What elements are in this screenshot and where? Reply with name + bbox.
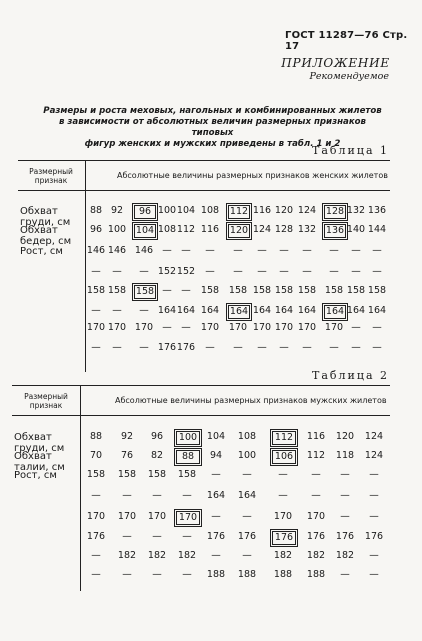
table-cell: 182	[273, 550, 293, 561]
table2-header-rule	[12, 415, 390, 416]
table-cell: 158	[367, 285, 387, 296]
table-cell: 152	[157, 266, 177, 277]
table-cell: —	[205, 342, 215, 353]
table-cell: 140	[346, 224, 366, 235]
table-cell: 158	[297, 285, 317, 296]
table-cell: —	[369, 569, 379, 580]
table-cell: 164	[274, 305, 294, 316]
table-cell: 88	[89, 431, 103, 442]
table-cell: 170	[324, 322, 344, 333]
table-cell: 158	[147, 469, 167, 480]
table-cell: 76	[120, 450, 134, 461]
table-cell: 94	[209, 450, 223, 461]
table-cell: —	[152, 490, 162, 501]
table-cell: 176	[206, 531, 226, 542]
table-cell: —	[340, 569, 350, 580]
table-cell: —	[139, 266, 149, 277]
table-cell: 158	[228, 285, 248, 296]
table-cell: 112	[176, 224, 196, 235]
row-label: Обхват груди, см	[14, 432, 65, 454]
table-cell: 170	[228, 322, 248, 333]
table-cell: 176	[237, 531, 257, 542]
table-cell: 128	[274, 224, 294, 235]
table-cell: —	[182, 490, 192, 501]
table1-caption: Таблица 1	[312, 144, 389, 157]
row-label: Рост, см	[20, 246, 63, 257]
table-cell: 164	[252, 305, 272, 316]
table-cell: —	[351, 342, 361, 353]
table-cell: 188	[306, 569, 326, 580]
table-cell: —	[302, 342, 312, 353]
table-cell: —	[329, 245, 339, 256]
row-label: Обхват талии, см	[14, 451, 65, 473]
table-cell: —	[372, 322, 382, 333]
table-cell: 100	[176, 431, 200, 445]
table-cell: 164	[367, 305, 387, 316]
table-cell: —	[340, 469, 350, 480]
table-cell: 182	[306, 550, 326, 561]
table-cell: 182	[117, 550, 137, 561]
table-cell: 170	[107, 322, 127, 333]
table1-col-header: Размерный признак	[29, 167, 73, 185]
table1-top-rule	[18, 160, 390, 161]
table-cell: 158	[107, 285, 127, 296]
table-cell: 158	[177, 469, 197, 480]
table-cell: —	[112, 266, 122, 277]
table-cell: 176	[306, 531, 326, 542]
table-cell: 164	[346, 305, 366, 316]
table-cell: —	[139, 342, 149, 353]
table-cell: —	[351, 266, 361, 277]
table-cell: —	[279, 266, 289, 277]
table-cell: 158	[86, 285, 106, 296]
table-cell: 120	[335, 431, 355, 442]
table2-title: Абсолютные величины размерных признаков мужских жилетов	[115, 396, 387, 405]
row-label: Обхват бедер, см	[20, 225, 72, 247]
table-cell: 112	[229, 206, 249, 217]
table-cell: 144	[367, 224, 387, 235]
table-cell: —	[279, 245, 289, 256]
table-cell: 188	[237, 569, 257, 580]
table-cell: 176	[157, 342, 177, 353]
table-cell: —	[162, 245, 172, 256]
row-label: Рост, см	[14, 470, 57, 481]
table-cell: 120	[229, 225, 249, 236]
table-cell: —	[91, 342, 101, 353]
table-cell: 116	[200, 224, 220, 235]
table-cell: 170	[200, 322, 220, 333]
table-cell: 170	[306, 511, 326, 522]
table2-caption: Таблица 2	[312, 369, 389, 382]
table-cell: —	[257, 342, 267, 353]
table-cell: 176	[272, 531, 296, 545]
table-cell: 158	[252, 285, 272, 296]
table-cell: 120	[274, 205, 294, 216]
table-cell: 170	[86, 322, 106, 333]
table-cell: —	[278, 490, 288, 501]
row-label: Обхват груди, см	[20, 206, 71, 228]
table-cell: 132	[346, 205, 366, 216]
table-cell: —	[311, 469, 321, 480]
table-cell: 96	[150, 431, 164, 442]
table-cell: —	[182, 569, 192, 580]
table-cell: 146	[134, 245, 154, 256]
table-cell: —	[242, 550, 252, 561]
table-cell: 164	[297, 305, 317, 316]
appendix-title: ПРИЛОЖЕНИЕ	[281, 56, 390, 70]
table-cell: 124	[364, 450, 384, 461]
table-cell: 112	[272, 431, 296, 445]
table-cell: 88	[176, 450, 200, 464]
table-cell: —	[257, 245, 267, 256]
table-cell: 176	[364, 531, 384, 542]
table-cell: 158	[117, 469, 137, 480]
table-cell: 124	[252, 224, 272, 235]
table-cell: —	[211, 511, 221, 522]
table-cell: —	[181, 245, 191, 256]
table-cell: —	[302, 266, 312, 277]
table-cell: —	[233, 245, 243, 256]
table-cell: 108	[237, 431, 257, 442]
table-cell: 70	[89, 450, 103, 461]
table-cell: 176	[176, 342, 196, 353]
table-cell: 170	[273, 511, 293, 522]
table-cell: —	[122, 531, 132, 542]
table-cell: 88	[89, 205, 103, 216]
table-cell: 170	[176, 511, 200, 525]
table-cell: —	[112, 305, 122, 316]
table-cell: 146	[107, 245, 127, 256]
table-cell: —	[372, 245, 382, 256]
table-cell: —	[372, 342, 382, 353]
table-cell: 136	[325, 225, 345, 236]
table-cell: —	[205, 266, 215, 277]
table-cell: 164	[200, 305, 220, 316]
table-cell: 136	[367, 205, 387, 216]
table-cell: 158	[86, 469, 106, 480]
table-cell: 170	[134, 322, 154, 333]
table-cell: —	[351, 322, 361, 333]
table-cell: —	[279, 342, 289, 353]
table-cell: 112	[306, 450, 326, 461]
table-cell: —	[311, 490, 321, 501]
table-cell: —	[233, 266, 243, 277]
table-cell: —	[91, 305, 101, 316]
table-cell: 96	[134, 205, 156, 219]
table-cell: 158	[135, 286, 155, 297]
table-cell: 100	[157, 205, 177, 216]
appendix-subtitle: Рекомендуемое	[309, 71, 389, 82]
table-cell: —	[91, 569, 101, 580]
table-cell: —	[182, 531, 192, 542]
intro-line: в зависимости от абсолютных величин размерных признаков типовых	[58, 117, 366, 138]
table-cell: 92	[110, 205, 124, 216]
table-cell: 170	[274, 322, 294, 333]
table-cell: —	[181, 322, 191, 333]
table-cell: —	[369, 511, 379, 522]
table-cell: —	[233, 342, 243, 353]
table-cell: 116	[306, 431, 326, 442]
table-cell: —	[211, 469, 221, 480]
table-cell: 100	[107, 224, 127, 235]
intro-line: Размеры и роста меховых, нагольных и комбинированных жилетов	[43, 106, 382, 116]
table-cell: 100	[237, 450, 257, 461]
page-header: ГОСТ 11287—76 Стр. 17	[285, 30, 408, 52]
table-cell: 182	[335, 550, 355, 561]
table-cell: 124	[364, 431, 384, 442]
table-cell: 158	[200, 285, 220, 296]
table-cell: 92	[120, 431, 134, 442]
table-cell: —	[369, 550, 379, 561]
table-cell: 188	[206, 569, 226, 580]
table-cell: —	[112, 342, 122, 353]
table-cell: 164	[157, 305, 177, 316]
table-cell: 182	[177, 550, 197, 561]
table-cell: 116	[252, 205, 272, 216]
table2-divider	[80, 385, 81, 591]
table-cell: 170	[147, 511, 167, 522]
table-cell: —	[302, 245, 312, 256]
table-cell: 158	[324, 285, 344, 296]
table-cell: 82	[150, 450, 164, 461]
table-cell: 104	[206, 431, 226, 442]
table-cell: 108	[200, 205, 220, 216]
table-cell: 118	[335, 450, 355, 461]
table-cell: 164	[237, 490, 257, 501]
table-cell: —	[211, 550, 221, 561]
table2-top-rule	[12, 385, 390, 386]
table2-col-header: Размерный признак	[24, 392, 68, 410]
table-cell: —	[340, 511, 350, 522]
table-cell: 152	[176, 266, 196, 277]
table-cell: —	[242, 511, 252, 522]
table-cell: 182	[147, 550, 167, 561]
table-cell: 104	[135, 225, 155, 236]
table-cell: —	[91, 490, 101, 501]
table-cell: 176	[335, 531, 355, 542]
table-cell: —	[91, 266, 101, 277]
table-cell: —	[139, 305, 149, 316]
table-cell: 108	[157, 224, 177, 235]
table-cell: 176	[86, 531, 106, 542]
table-cell: —	[91, 550, 101, 561]
table-cell: —	[369, 469, 379, 480]
table-cell: 104	[176, 205, 196, 216]
table-cell: —	[122, 569, 132, 580]
table-cell: 170	[117, 511, 137, 522]
table-cell: —	[257, 266, 267, 277]
table-cell: 164	[206, 490, 226, 501]
table-cell: 170	[297, 322, 317, 333]
table-cell: —	[181, 285, 191, 296]
table-cell: 146	[86, 245, 106, 256]
table-cell: 164	[325, 306, 345, 317]
table-cell: 188	[273, 569, 293, 580]
table1-title: Абсолютные величины размерных признаков женских жилетов	[117, 171, 388, 180]
table-cell: 158	[346, 285, 366, 296]
table-cell: 96	[89, 224, 103, 235]
table-cell: —	[152, 569, 162, 580]
table-cell: 128	[325, 206, 345, 217]
table-cell: 106	[272, 450, 296, 464]
table-cell: —	[162, 285, 172, 296]
table-cell: 132	[297, 224, 317, 235]
table-cell: 164	[176, 305, 196, 316]
table-cell: —	[372, 266, 382, 277]
table-cell: —	[122, 490, 132, 501]
table-cell: —	[329, 266, 339, 277]
table-cell: 170	[252, 322, 272, 333]
table-cell: —	[369, 490, 379, 501]
table-cell: 164	[229, 306, 249, 317]
table1-header-rule	[18, 190, 390, 191]
table-cell: —	[340, 490, 350, 501]
table-cell: 158	[274, 285, 294, 296]
intro-line: фигур женских и мужских приведены в табл. 1 и 2	[84, 139, 341, 149]
table-cell: —	[242, 469, 252, 480]
table-cell: 170	[86, 511, 106, 522]
table-cell: —	[278, 469, 288, 480]
table-cell: —	[152, 531, 162, 542]
table-cell: —	[329, 342, 339, 353]
table-cell: —	[205, 245, 215, 256]
table-cell: —	[351, 245, 361, 256]
table-cell: —	[162, 322, 172, 333]
table-cell: 124	[297, 205, 317, 216]
